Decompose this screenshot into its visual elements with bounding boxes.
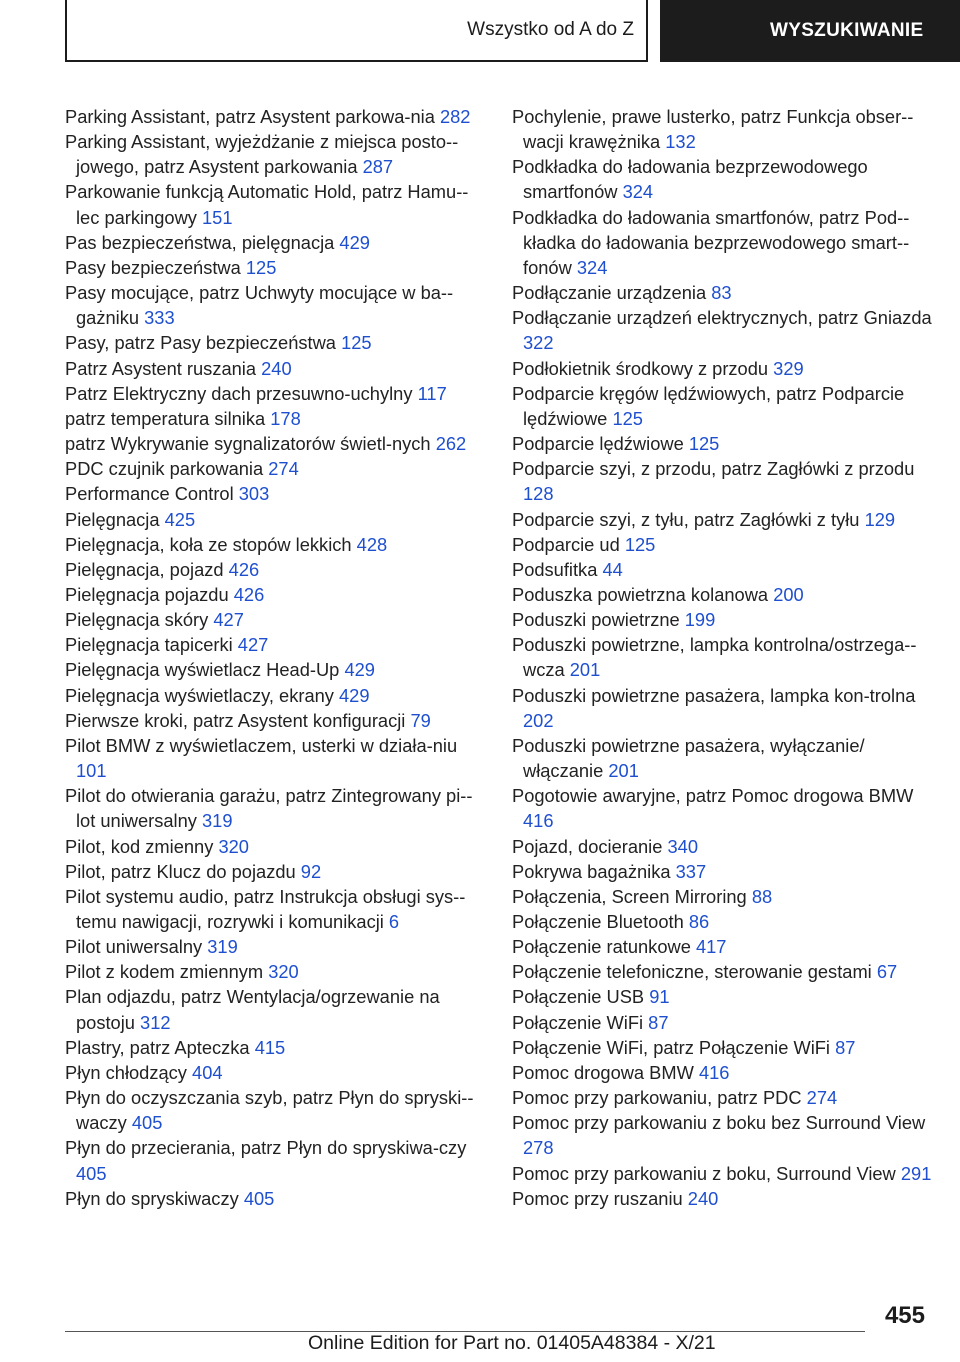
index-term: Pielęgnacja, koła ze stopów lekkich [65,533,352,555]
page-link[interactable]: 320 [268,961,299,983]
index-term: Pomoc drogowa BMW [512,1061,694,1083]
page-link[interactable]: 405 [76,1162,107,1184]
index-term: patrz Wykrywanie sygnalizatorów świetl-nych [65,433,431,455]
index-term: Płyn do oczyszczania szyb, patrz Płyn do spryski-waczy [65,1087,474,1134]
index-term: Pielęgnacja wyświetlacz Head-Up [65,659,340,681]
page-link[interactable]: 282 [439,106,471,127]
index-term: Połączenie WiFi, patrz Połączenie WiFi [512,1036,830,1058]
footer-edition: Online Edition for Part no. 01405A48384 - X/21 [308,1332,716,1354]
index-entry [512,582,932,607]
index-entry [512,607,932,632]
index-entry [512,934,932,959]
index-term: Pielęgnacja pojazdu [65,583,229,605]
index-term: Pomoc przy parkowaniu, patrz PDC [512,1087,802,1109]
page-link[interactable]: 329 [773,357,804,379]
index-entry [65,481,485,506]
index-term: Pojazd, docieranie [512,835,663,857]
index-entry [512,507,932,532]
index-entry [512,1060,932,1085]
index-entry [65,733,485,783]
index-entry [65,456,485,481]
index-entry [512,557,932,582]
index-term: Pielęgnacja tapicerki [65,634,233,656]
index-term: Patrz Elektryczny dach przesuwno-uchylny [65,382,413,404]
index-term: Podłączanie urządzeń elektrycznych, patrz Gniazda [512,307,932,329]
index-term: Połączenie telefoniczne, sterowanie gestami [512,961,872,983]
index-term: Pasy, patrz Pasy bezpieczeństwa [65,332,336,354]
index-term: Performance Control [65,483,234,505]
page-link[interactable]: 404 [192,1061,223,1083]
page-link[interactable]: 312 [140,1011,171,1033]
page-link[interactable]: 44 [602,558,623,580]
index-entry [65,657,485,682]
index-term: Plan odjazdu, patrz Wentylacja/ogrzewanie na postoju [65,986,440,1033]
page-link[interactable]: 415 [254,1036,286,1058]
index-entry [512,733,932,783]
page-link[interactable]: 202 [523,709,554,731]
index-entry [512,1186,932,1211]
index-term: Poduszka powietrzna kolanowa [512,583,769,605]
index-term: Połączenia, Screen Mirroring [512,885,747,907]
page-link[interactable]: 117 [417,382,447,404]
index-entry [65,984,485,1034]
page-link[interactable]: 262 [435,433,467,455]
page-link[interactable]: 405 [131,1112,163,1134]
page-link[interactable]: 427 [237,634,269,656]
index-entry [512,1161,932,1186]
index-entry [65,1035,485,1060]
index-entry [512,280,932,305]
index-term: Podparcie szyi, z przodu, patrz Zagłówki z przodu [512,458,915,480]
index-term: Poduszki powietrzne, lampka kontrolna/ostrzega-wcza [512,634,917,681]
page-number: 455 [884,1302,925,1329]
index-term: Pielęgnacja skóry [65,609,209,631]
page-link[interactable]: 125 [688,433,720,455]
page-link[interactable]: 240 [687,1187,719,1209]
page-link[interactable]: 320 [218,835,249,857]
page-link[interactable]: 324 [622,181,654,203]
index-entry [65,330,485,355]
page-link[interactable]: 151 [202,206,233,228]
index-term: Pomoc przy ruszaniu [512,1187,683,1209]
page-link[interactable]: 178 [270,407,301,429]
index-entry [65,280,485,330]
index-term: Pas bezpieczeństwa, pielęgnacja [65,231,335,253]
page-link[interactable]: 274 [268,458,299,480]
index-entry [512,683,932,733]
index-term: Poduszki powietrzne pasażera, wyłączanie/​włączanie [512,734,865,782]
page-link[interactable]: 291 [900,1162,932,1184]
index-entry [512,984,932,1009]
page-link[interactable]: 125 [245,256,277,278]
page-link[interactable]: 87 [648,1011,669,1033]
page-link[interactable]: 6 [388,911,400,932]
page-link[interactable]: 201 [569,659,601,681]
page-link[interactable]: 425 [164,508,196,530]
index-entry [512,859,932,884]
index-term: Pasy mocujące, patrz Uchwyty mocujące w ba-gażniku [65,282,454,329]
page-link[interactable]: 322 [523,332,554,354]
page-link[interactable]: 199 [684,609,716,631]
index-entry [65,683,485,708]
index-term: Parkowanie funkcją Automatic Hold, patrz Hamu-lec parkingowy [65,181,469,228]
index-term: Parking Assistant, wyjeżdżanie z miejsca posto-jowego, patrz Asystent parkowania [65,131,459,178]
index-column-right [512,104,932,1211]
page-link[interactable]: 428 [356,533,388,555]
index-term: Pochylenie, prawe lusterko, patrz Funkcja obser-wacji krawężnika [512,106,914,153]
index-entry [65,884,485,934]
index-entry [65,708,485,733]
page-link[interactable]: 129 [864,508,896,530]
page-link[interactable]: 86 [688,911,710,932]
index-column-left [65,104,485,1211]
index-entry [512,1010,932,1035]
index-entry [65,1085,485,1135]
index-term: Parking Assistant, patrz Asystent parkowa-nia [65,106,435,127]
index-entry [65,507,485,532]
page-link[interactable]: 416 [698,1061,730,1083]
index-term: Pilot systemu audio, patrz Instrukcja obsługi sys-temu nawigacji, rozrywki i komunikacji [65,885,466,932]
page-link[interactable]: 429 [339,231,370,253]
page-link[interactable]: 287 [362,156,394,178]
page-link[interactable]: 340 [667,835,699,857]
page-link[interactable]: 128 [523,483,554,505]
page-link[interactable]: 87 [835,1036,856,1058]
index-entry [65,783,485,833]
page-link[interactable]: 278 [523,1137,554,1159]
index-term: Podsufitka [512,558,598,580]
index-entry [512,154,932,204]
index-entry [512,959,932,984]
index-term: Poduszki powietrzne pasażera, lampka kon-trolna [512,684,916,706]
page-link[interactable]: 201 [608,760,639,782]
page-link[interactable]: 125 [624,533,656,555]
index-term: Połączenie WiFi [512,1011,644,1033]
index-entry [65,129,485,179]
index-term: Poduszki powietrzne [512,609,680,631]
index-term: Połączenie ratunkowe [512,936,691,958]
index-term: Połączenie USB [512,986,645,1008]
index-entry [65,104,485,129]
index-entry [512,456,932,506]
index-entry [65,230,485,255]
index-entry [512,431,932,456]
page-link[interactable]: 200 [773,583,804,605]
page-link[interactable]: 426 [228,558,260,580]
page-link[interactable]: 426 [233,583,265,605]
index-entry [65,255,485,280]
page-link[interactable]: 132 [665,131,696,153]
index-term: Podparcie lędźwiowe [512,433,684,455]
page-link[interactable]: 337 [675,860,707,882]
index-entry [65,557,485,582]
index-entry [512,1085,932,1110]
index-term: Podparcie ud [512,533,620,555]
index-term: Pierwsze kroki, patrz Asystent konfiguracji [65,709,406,731]
page-link[interactable]: 240 [261,357,292,379]
page-link[interactable]: 125 [341,332,372,354]
index-entry [65,607,485,632]
index-entry [512,834,932,859]
index-term: Pokrywa bagażnika [512,860,671,882]
index-entry [65,356,485,381]
index-term: Pilot do otwierania garażu, patrz Zintegrowany pi-lot uniwersalny [65,785,473,832]
index-entry [65,406,485,431]
page-link[interactable]: 429 [344,659,375,681]
header-section-tab [65,0,648,62]
section-label: Wszystko od A do Z [467,19,634,40]
index-entry [65,582,485,607]
page-link[interactable]: 92 [300,860,322,882]
index-term: Patrz Asystent ruszania [65,357,257,379]
index-term: Pilot uniwersalny [65,936,203,958]
page-link[interactable]: 67 [876,961,898,983]
page-link[interactable]: 319 [207,936,238,958]
index-term: Pielęgnacja, pojazd [65,558,224,580]
index-term: Pilot z kodem zmiennym [65,961,264,983]
index-entry [512,909,932,934]
index-entry [65,431,485,456]
index-term: Pilot, patrz Klucz do pojazdu [65,860,296,882]
index-entry [512,783,932,833]
index-term: Podłączanie urządzenia [512,282,707,304]
index-term: Pomoc przy parkowaniu z boku, Surround View [512,1162,896,1184]
index-term: Płyn chłodzący [65,1061,187,1083]
page-link[interactable]: 125 [612,407,643,429]
page-link[interactable]: 274 [806,1087,838,1109]
index-entry [65,959,485,984]
index-term: Podłokietnik środkowy z przodu [512,357,769,379]
index-term: Podkładka do ładowania bezprzewodowego smartfonów [512,156,868,203]
index-term: Pilot, kod zmienny [65,835,214,857]
page-link[interactable]: 333 [144,307,175,329]
index-term: Pielęgnacja [65,508,160,530]
index-term: Podkładka do ładowania smartfonów, patrz Pod-kładka do ładowania bezprzewodowego smart-fonów [512,206,910,278]
index-term: Płyn do przecierania, patrz Płyn do spryskiwa-czy [65,1137,467,1159]
page-link[interactable]: 405 [243,1187,275,1209]
page-link[interactable]: 429 [339,684,370,706]
index-entry [512,104,932,154]
index-term: Połączenie Bluetooth [512,911,684,932]
page-link[interactable]: 83 [711,282,732,304]
index-entry [65,859,485,884]
page-link[interactable]: 324 [576,256,608,278]
page-link[interactable]: 319 [202,810,233,832]
chapter-label: WYSZUKIWANIE [770,20,924,41]
index-entry [512,532,932,557]
page-link[interactable]: 91 [649,986,670,1008]
index-entry [512,1110,932,1160]
index-term: Podparcie kręgów lędźwiowych, patrz Podparcie lędźwiowe [512,382,905,429]
page-link[interactable]: 88 [751,885,773,907]
index-term: PDC czujnik parkowania [65,458,264,480]
index-entry [512,305,932,355]
index-entry [65,1135,485,1185]
page-link[interactable]: 417 [695,936,727,958]
index-entry [65,1060,485,1085]
index-term: Pilot BMW z wyświetlaczem, usterki w działa-niu [65,734,458,756]
index-entry [512,381,932,431]
page-link[interactable]: 427 [213,609,244,631]
index-term: Podparcie szyi, z tyłu, patrz Zagłówki z tyłu [512,508,860,530]
index-entry [65,532,485,557]
page-link[interactable]: 101 [76,760,107,782]
index-term: Płyn do spryskiwaczy [65,1187,239,1209]
index-entry [65,934,485,959]
index-entry [65,381,485,406]
index-term: Pasy bezpieczeństwa [65,256,241,278]
index-entry [512,205,932,280]
index-term: Pielęgnacja wyświetlaczy, ekrany [65,684,334,706]
index-entry [65,1186,485,1211]
index-term: Plastry, patrz Apteczka [65,1036,250,1058]
index-entry [512,884,932,909]
index-entry [512,632,932,682]
index-term: Pomoc przy parkowaniu z boku bez Surround View [512,1112,926,1134]
index-entry [65,632,485,657]
page-link[interactable]: 416 [523,810,554,832]
index-term: patrz temperatura silnika [65,407,266,429]
index-entry [512,356,932,381]
header-chapter-tab[interactable] [660,0,960,62]
index-entry [512,1035,932,1060]
index-entry [65,179,485,229]
page-link[interactable]: 303 [238,483,270,505]
index-entry [65,834,485,859]
page-link[interactable]: 79 [410,709,431,731]
index-term: Pogotowie awaryjne, patrz Pomoc drogowa BMW [512,785,914,807]
